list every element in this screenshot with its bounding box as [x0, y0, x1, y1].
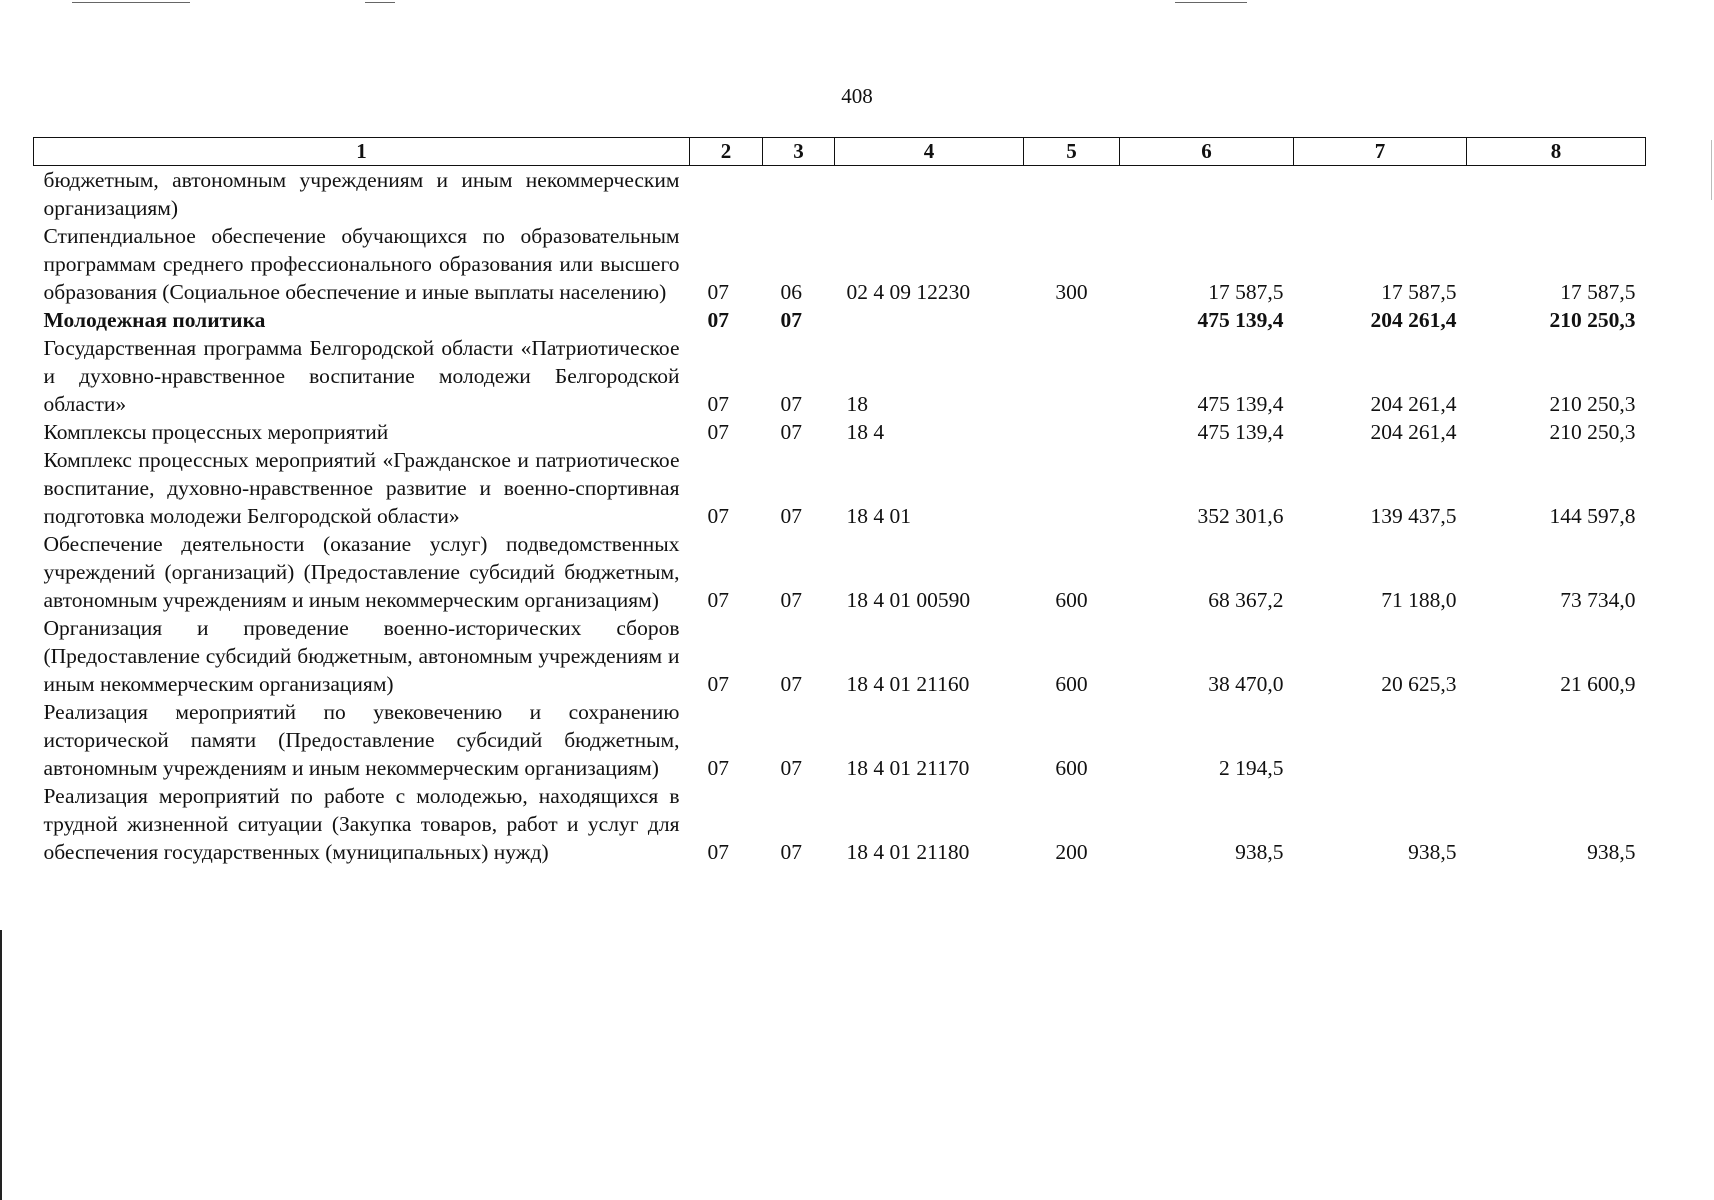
row-expense-type: 600: [1055, 672, 1088, 696]
row-name: Молодежная политика: [43, 308, 266, 332]
row-amount-year1: 938,5: [1235, 840, 1284, 864]
row-section: 07: [707, 756, 729, 780]
row-name: Стипендиальное обеспечение обучающихся по образовательным программам среднего профессионального образования или высшего образования (Социальное обеспечение и иные выплаты населению): [43, 224, 680, 304]
row-amount-year2: 204 261,4: [1370, 392, 1457, 416]
table-row: [34, 446, 1646, 530]
row-target-article: 18: [846, 392, 868, 416]
row-amount-year3: 210 250,3: [1549, 392, 1636, 416]
row-amount-year2: [1294, 698, 1467, 782]
scan-artifact-rule: [365, 2, 395, 3]
row-subsection: [763, 166, 835, 223]
row-amount-year3: 21 600,9: [1560, 672, 1636, 696]
header-cell-expense-type: 5: [1024, 138, 1120, 166]
row-amount-year1: 475 139,4: [1197, 308, 1284, 332]
row-amount-year2: 20 625,3: [1381, 672, 1457, 696]
row-amount-year2: 204 261,4: [1370, 420, 1457, 444]
row-section: 07: [707, 308, 729, 332]
header-cell-year1: 6: [1120, 138, 1294, 166]
row-subsection: 07: [780, 588, 802, 612]
scan-artifact-rule: [1175, 2, 1247, 3]
row-amount-year3: 938,5: [1587, 840, 1636, 864]
table-row: [34, 782, 1646, 866]
row-subsection: 07: [780, 672, 802, 696]
table-row: [34, 306, 1646, 334]
row-subsection: 06: [780, 280, 802, 304]
header-cell-year3: 8: [1467, 138, 1646, 166]
row-section: 07: [707, 672, 729, 696]
row-amount-year2: 139 437,5: [1370, 504, 1457, 528]
row-section: 07: [707, 588, 729, 612]
row-amount-year1: 17 587,5: [1208, 280, 1284, 304]
row-amount-year1: [1120, 166, 1294, 223]
table-row: [34, 698, 1646, 782]
row-amount-year2: [1294, 166, 1467, 223]
row-amount-year3: 144 597,8: [1549, 504, 1636, 528]
row-section: 07: [707, 420, 729, 444]
row-section: 07: [707, 392, 729, 416]
row-target-article: 18 4 01 21170: [846, 756, 970, 780]
row-section: 07: [707, 504, 729, 528]
row-name: Реализация мероприятий по увековечению и сохранению исторической памяти (Предоставление субсидий бюджетным, автономным учреждениям и иным некоммерческим организациям): [43, 700, 680, 780]
row-expense-type: [1024, 306, 1120, 334]
row-amount-year3: [1467, 698, 1646, 782]
row-name: Комплекс процессных мероприятий «Гражданское и патриотическое воспитание, духовно-нравственное развитие и военно-спортивная подготовка молодежи Белгородской области»: [43, 448, 680, 528]
row-amount-year2: 938,5: [1408, 840, 1457, 864]
row-subsection: 07: [780, 308, 802, 332]
row-expense-type: [1024, 166, 1120, 223]
row-target-article: 02 4 09 12230: [846, 280, 971, 304]
row-section: [690, 166, 763, 223]
row-subsection: 07: [780, 504, 802, 528]
row-expense-type: 300: [1055, 280, 1088, 304]
header-cell-subsection: 3: [763, 138, 835, 166]
table-row: [34, 530, 1646, 614]
row-expense-type: [1024, 446, 1120, 530]
row-expense-type: 600: [1055, 588, 1088, 612]
table-header-row: [34, 138, 1646, 166]
row-subsection: 07: [780, 840, 802, 864]
row-expense-type: [1024, 418, 1120, 446]
table-row: [34, 334, 1646, 418]
row-expense-type: [1024, 334, 1120, 418]
row-amount-year3: 73 734,0: [1560, 588, 1636, 612]
row-amount-year2: 17 587,5: [1381, 280, 1457, 304]
row-target-article: 18 4 01 00590: [846, 588, 971, 612]
header-cell-name: 1: [34, 138, 690, 166]
scan-edge: [1711, 140, 1712, 200]
row-name: Обеспечение деятельности (оказание услуг) подведомственных учреждений (организаций) (Предоставление субсидий бюджетным, автономным учреждениям и иным некоммерческим организациям): [43, 532, 680, 612]
header-cell-target-article: 4: [835, 138, 1024, 166]
row-subsection: 07: [780, 392, 802, 416]
row-name: Реализация мероприятий по работе с молодежью, находящихся в трудной жизненной ситуации (Закупка товаров, работ и услуг для обеспечения государственных (муниципальных) нужд): [43, 784, 680, 864]
table-row: [34, 166, 1646, 223]
row-name: Государственная программа Белгородской области «Патриотическое и духовно-нравственное воспитание молодежи Белгородской области»: [43, 336, 680, 416]
row-target-article: 18 4 01 21160: [846, 672, 970, 696]
row-subsection: 07: [780, 756, 802, 780]
row-amount-year1: 2 194,5: [1219, 756, 1284, 780]
row-amount-year1: 475 139,4: [1197, 420, 1284, 444]
row-amount-year3: [1467, 166, 1646, 223]
row-expense-type: 600: [1055, 756, 1088, 780]
row-expense-type: 200: [1055, 840, 1088, 864]
row-target-article: 18 4 01: [846, 504, 911, 528]
row-amount-year3: 17 587,5: [1560, 280, 1636, 304]
row-target-article: [835, 166, 1024, 223]
table-row: [34, 222, 1646, 306]
header-cell-year2: 7: [1294, 138, 1467, 166]
row-amount-year3: 210 250,3: [1549, 420, 1636, 444]
row-amount-year3: 210 250,3: [1549, 308, 1636, 332]
row-section: 07: [707, 280, 729, 304]
row-target-article: 18 4: [846, 420, 885, 444]
row-name: бюджетным, автономным учреждениям и иным некоммерческим организациям): [43, 168, 680, 220]
table-row: [34, 418, 1646, 446]
row-target-article: 18 4 01 21180: [846, 840, 970, 864]
row-amount-year2: 204 261,4: [1370, 308, 1457, 332]
table-row: [34, 614, 1646, 698]
row-name: Комплексы процессных мероприятий: [43, 420, 389, 444]
row-amount-year1: 352 301,6: [1197, 504, 1284, 528]
row-target-article: [835, 306, 1024, 334]
row-section: 07: [707, 840, 729, 864]
scan-edge: [0, 930, 2, 1200]
row-amount-year2: 71 188,0: [1381, 588, 1457, 612]
header-cell-section: 2: [690, 138, 763, 166]
page-number: 408: [841, 84, 873, 108]
row-amount-year1: 475 139,4: [1197, 392, 1284, 416]
row-amount-year1: 68 367,2: [1208, 588, 1284, 612]
budget-table: [33, 137, 1646, 866]
scan-artifact-rule: [72, 2, 190, 3]
row-subsection: 07: [780, 420, 802, 444]
row-name: Организация и проведение военно-исторических сборов (Предоставление субсидий бюджетным, автономным учреждениям и иным некоммерческим организациям): [43, 616, 680, 696]
row-amount-year1: 38 470,0: [1208, 672, 1284, 696]
